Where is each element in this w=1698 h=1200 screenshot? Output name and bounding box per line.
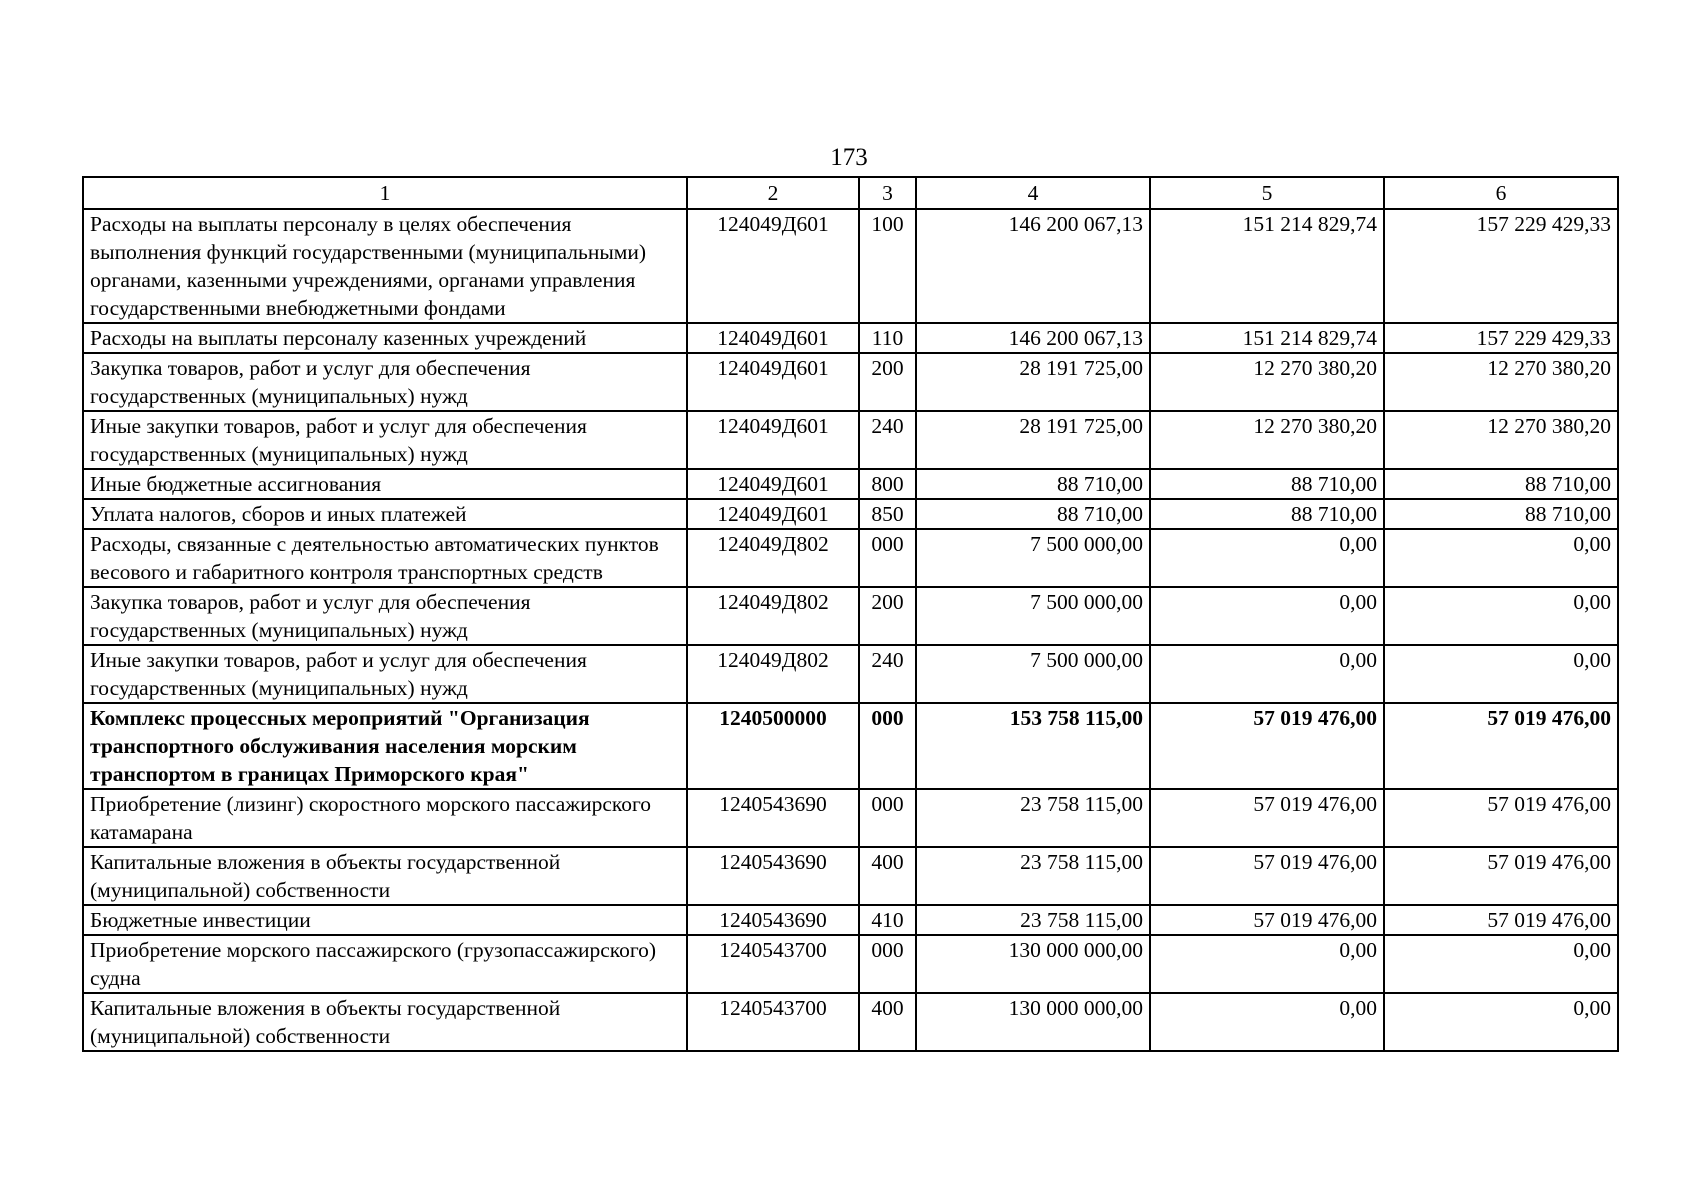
table-row xyxy=(83,411,1618,469)
row-target-code: 124049Д601 xyxy=(687,469,859,499)
row-amount-col6: 57 019 476,00 xyxy=(1384,847,1618,905)
row-target-code: 1240543690 xyxy=(687,847,859,905)
row-amount-col6: 0,00 xyxy=(1384,587,1618,645)
table-row xyxy=(83,847,1618,905)
row-amount-col4: 146 200 067,13 xyxy=(916,209,1150,323)
table-header-row xyxy=(83,177,1618,209)
row-expense-type: 100 xyxy=(859,209,916,323)
row-amount-col5: 57 019 476,00 xyxy=(1150,703,1384,789)
row-amount-col5: 57 019 476,00 xyxy=(1150,789,1384,847)
row-amount-col4: 28 191 725,00 xyxy=(916,353,1150,411)
row-target-code: 1240500000 xyxy=(687,703,859,789)
row-expense-type: 000 xyxy=(859,529,916,587)
row-expense-type: 240 xyxy=(859,645,916,703)
row-amount-col4: 130 000 000,00 xyxy=(916,935,1150,993)
row-amount-col4: 130 000 000,00 xyxy=(916,993,1150,1051)
row-amount-col6: 57 019 476,00 xyxy=(1384,905,1618,935)
column-header: 3 xyxy=(859,177,916,209)
table-row xyxy=(83,789,1618,847)
row-amount-col6: 57 019 476,00 xyxy=(1384,789,1618,847)
row-expense-type: 400 xyxy=(859,993,916,1051)
table-row xyxy=(83,323,1618,353)
row-amount-col6: 157 229 429,33 xyxy=(1384,209,1618,323)
row-amount-col4: 23 758 115,00 xyxy=(916,847,1150,905)
column-header: 1 xyxy=(83,177,687,209)
row-amount-col6: 88 710,00 xyxy=(1384,499,1618,529)
row-amount-col5: 151 214 829,74 xyxy=(1150,323,1384,353)
row-amount-col6: 12 270 380,20 xyxy=(1384,411,1618,469)
row-amount-col5: 57 019 476,00 xyxy=(1150,905,1384,935)
row-expense-type: 410 xyxy=(859,905,916,935)
page-number: 173 xyxy=(830,144,868,171)
row-amount-col5: 0,00 xyxy=(1150,645,1384,703)
table-row xyxy=(83,529,1618,587)
row-name: Иные бюджетные ассигнования xyxy=(83,469,687,499)
row-amount-col6: 88 710,00 xyxy=(1384,469,1618,499)
row-name: Расходы на выплаты персоналу казенных учреждений xyxy=(83,323,687,353)
row-expense-type: 400 xyxy=(859,847,916,905)
row-expense-type: 110 xyxy=(859,323,916,353)
row-amount-col6: 0,00 xyxy=(1384,993,1618,1051)
row-amount-col6: 12 270 380,20 xyxy=(1384,353,1618,411)
row-amount-col4: 7 500 000,00 xyxy=(916,645,1150,703)
column-header: 6 xyxy=(1384,177,1618,209)
row-expense-type: 240 xyxy=(859,411,916,469)
row-expense-type: 800 xyxy=(859,469,916,499)
row-target-code: 124049Д802 xyxy=(687,529,859,587)
row-amount-col4: 7 500 000,00 xyxy=(916,529,1150,587)
row-amount-col5: 0,00 xyxy=(1150,993,1384,1051)
row-name: Закупка товаров, работ и услуг для обеспечения государственных (муниципальных) нужд xyxy=(83,353,687,411)
row-name: Закупка товаров, работ и услуг для обеспечения государственных (муниципальных) нужд xyxy=(83,587,687,645)
row-amount-col5: 12 270 380,20 xyxy=(1150,353,1384,411)
row-expense-type: 200 xyxy=(859,353,916,411)
table-body xyxy=(83,209,1618,1051)
row-amount-col5: 57 019 476,00 xyxy=(1150,847,1384,905)
row-amount-col5: 88 710,00 xyxy=(1150,499,1384,529)
row-name: Капитальные вложения в объекты государственной (муниципальной) собственности xyxy=(83,993,687,1051)
column-header: 2 xyxy=(687,177,859,209)
row-amount-col4: 7 500 000,00 xyxy=(916,587,1150,645)
column-header: 5 xyxy=(1150,177,1384,209)
row-expense-type: 000 xyxy=(859,703,916,789)
row-amount-col5: 0,00 xyxy=(1150,529,1384,587)
row-amount-col6: 157 229 429,33 xyxy=(1384,323,1618,353)
row-amount-col5: 0,00 xyxy=(1150,935,1384,993)
column-header: 4 xyxy=(916,177,1150,209)
row-amount-col4: 88 710,00 xyxy=(916,499,1150,529)
row-target-code: 124049Д802 xyxy=(687,645,859,703)
row-amount-col6: 0,00 xyxy=(1384,935,1618,993)
row-name: Капитальные вложения в объекты государственной (муниципальной) собственности xyxy=(83,847,687,905)
row-expense-type: 000 xyxy=(859,935,916,993)
row-name: Приобретение морского пассажирского (грузопассажирского) судна xyxy=(83,935,687,993)
row-name: Иные закупки товаров, работ и услуг для обеспечения государственных (муниципальных) нужд xyxy=(83,411,687,469)
table-row xyxy=(83,905,1618,935)
table-row xyxy=(83,935,1618,993)
row-amount-col5: 151 214 829,74 xyxy=(1150,209,1384,323)
row-amount-col4: 153 758 115,00 xyxy=(916,703,1150,789)
row-amount-col6: 0,00 xyxy=(1384,529,1618,587)
row-expense-type: 000 xyxy=(859,789,916,847)
table-row xyxy=(83,209,1618,323)
row-target-code: 124049Д601 xyxy=(687,499,859,529)
row-amount-col4: 88 710,00 xyxy=(916,469,1150,499)
table-row xyxy=(83,587,1618,645)
row-amount-col4: 23 758 115,00 xyxy=(916,789,1150,847)
row-amount-col4: 28 191 725,00 xyxy=(916,411,1150,469)
row-amount-col4: 146 200 067,13 xyxy=(916,323,1150,353)
table-row xyxy=(83,645,1618,703)
table-row xyxy=(83,993,1618,1051)
row-name: Приобретение (лизинг) скоростного морского пассажирского катамарана xyxy=(83,789,687,847)
row-name: Бюджетные инвестиции xyxy=(83,905,687,935)
row-amount-col5: 12 270 380,20 xyxy=(1150,411,1384,469)
row-amount-col6: 57 019 476,00 xyxy=(1384,703,1618,789)
row-target-code: 124049Д601 xyxy=(687,353,859,411)
table-row xyxy=(83,499,1618,529)
row-name: Уплата налогов, сборов и иных платежей xyxy=(83,499,687,529)
row-target-code: 124049Д601 xyxy=(687,209,859,323)
table-row xyxy=(83,469,1618,499)
table-row xyxy=(83,703,1618,789)
row-name: Комплекс процессных мероприятий "Организация транспортного обслуживания населения морским транспортом в границах Приморского края" xyxy=(83,703,687,789)
row-amount-col5: 0,00 xyxy=(1150,587,1384,645)
row-name: Иные закупки товаров, работ и услуг для обеспечения государственных (муниципальных) нужд xyxy=(83,645,687,703)
row-expense-type: 200 xyxy=(859,587,916,645)
row-amount-col5: 88 710,00 xyxy=(1150,469,1384,499)
row-target-code: 1240543700 xyxy=(687,993,859,1051)
row-target-code: 1240543690 xyxy=(687,789,859,847)
row-name: Расходы, связанные с деятельностью автоматических пунктов весового и габаритного контроля транспортных средств xyxy=(83,529,687,587)
row-target-code: 124049Д601 xyxy=(687,323,859,353)
row-target-code: 1240543700 xyxy=(687,935,859,993)
budget-table xyxy=(82,176,1619,1052)
row-name: Расходы на выплаты персоналу в целях обеспечения выполнения функций государственными (муниципальными) органами, казенными учреждениями, органами управления государственными внебюджетными фондами xyxy=(83,209,687,323)
row-amount-col4: 23 758 115,00 xyxy=(916,905,1150,935)
row-amount-col6: 0,00 xyxy=(1384,645,1618,703)
table-row xyxy=(83,353,1618,411)
row-target-code: 1240543690 xyxy=(687,905,859,935)
row-target-code: 124049Д601 xyxy=(687,411,859,469)
row-expense-type: 850 xyxy=(859,499,916,529)
row-target-code: 124049Д802 xyxy=(687,587,859,645)
